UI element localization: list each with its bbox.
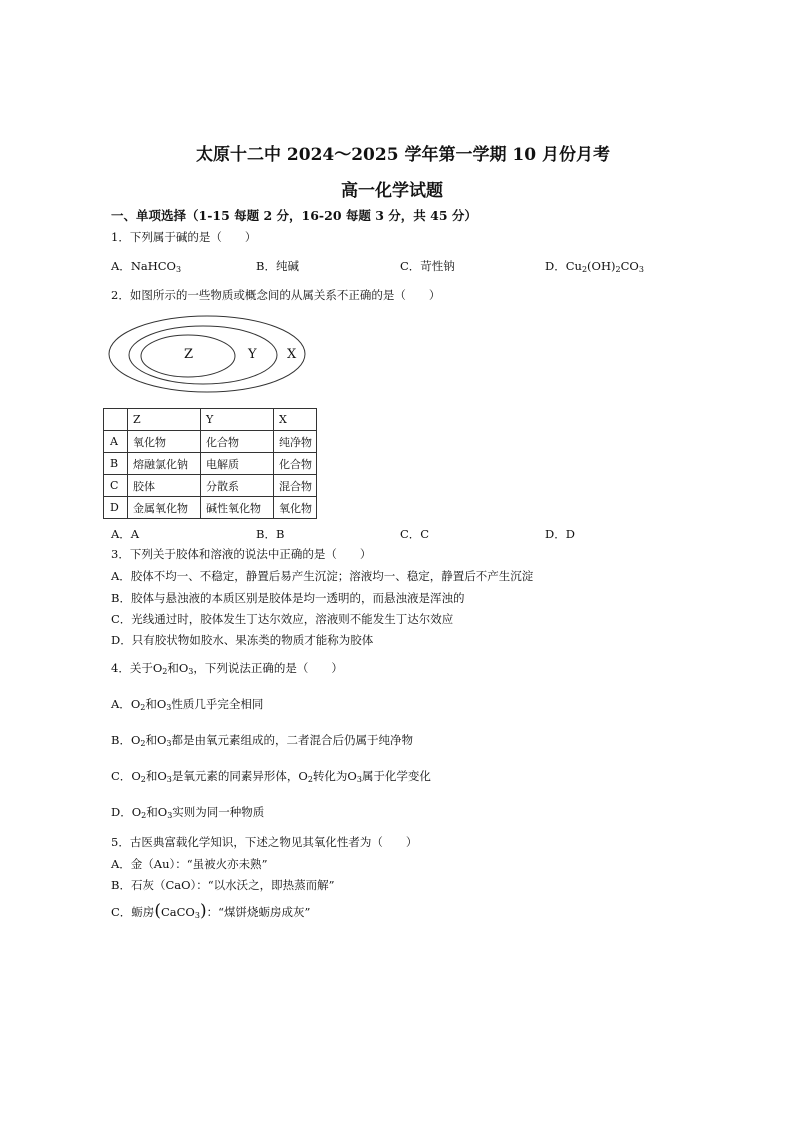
venn-label-y: Y (248, 347, 257, 362)
q4-d-prefix: D． (111, 805, 132, 819)
table-cell (104, 409, 128, 431)
table-cell: 纯净物 (274, 431, 317, 453)
table-cell: 化合物 (274, 453, 317, 475)
q4-sub3: 3 (167, 811, 173, 820)
q4-c-text3: 属于化学变化 (361, 769, 431, 783)
table-row (104, 475, 317, 497)
q4-o: O (156, 733, 167, 747)
q4-o: O (152, 661, 163, 675)
q5-stem: 5．古医典富载化学知识，下述之物见其氧化性者为（ ） (111, 835, 418, 849)
q2-option-c: C．C (400, 527, 430, 541)
q4-sub2: 2 (140, 739, 146, 748)
table-cell: 胶体 (128, 475, 201, 497)
q4-stem-part1: 4．关于 (111, 661, 153, 675)
q4-d-text: 实则为同一种物质 (172, 805, 265, 819)
q1-option-a-prefix: A． (111, 259, 131, 273)
q1-d-sub3: 3 (638, 265, 644, 274)
table-cell: Y (201, 409, 274, 431)
q2-option-b: B．B (256, 527, 285, 541)
q4-b-text: 都是由氧元素组成的，二者混合后仍属于纯净物 (171, 733, 414, 747)
q1-option-a-sub: 3 (176, 265, 182, 274)
q1-d-sub1: 2 (581, 265, 588, 274)
section-heading: 一、单项选择（1-15 每题 2 分，16-20 每题 3 分，共 45 分） (111, 208, 477, 223)
q4-o: O (130, 733, 141, 747)
q1-option-d-prefix: D． (545, 259, 566, 273)
q4-stem-part2: ，下列说法正确的是（ ） (193, 661, 343, 675)
q1-option-a-formula: NaHCO (130, 259, 176, 273)
table-cell: 氧化物 (274, 497, 317, 519)
q5-c-formula: CaCO (160, 905, 195, 919)
q2-option-d: D．D (545, 527, 575, 541)
venn-label-x: X (287, 347, 297, 362)
q4-o: O (130, 697, 141, 711)
table-cell: 化合物 (201, 431, 274, 453)
q1-stem: 1．下列属于碱的是（ ） (111, 230, 257, 244)
q4-o: O (131, 769, 141, 783)
table-row (104, 497, 317, 519)
q4-c-text1: 是氧元素的同素异形体， (171, 769, 299, 783)
q4-o: O (178, 661, 189, 675)
q4-sub2: 2 (141, 811, 147, 820)
q4-c-prefix: C． (111, 769, 132, 783)
q4-option-c (111, 768, 431, 784)
table-cell: 碱性氧化物 (201, 497, 274, 519)
q4-o: O (347, 769, 357, 783)
q4-sub3: 3 (188, 667, 194, 676)
q4-c-text2: 转化为 (312, 769, 348, 783)
table-cell: 熔融氯化钠 (128, 453, 201, 475)
venn-label-z: Z (184, 347, 194, 362)
q4-sub2: 2 (140, 775, 146, 784)
q2-options-table (103, 408, 317, 519)
q2-option-a: A．A (111, 527, 140, 541)
q1-d-part2: (OH) (587, 259, 616, 273)
table-cell: A (104, 431, 128, 453)
q5-option-c (111, 901, 311, 921)
q1-d-part1: Cu (565, 259, 582, 273)
q5-c-paren-right: ) (199, 901, 207, 921)
q1-d-sub2: 2 (615, 265, 621, 274)
table-row (104, 431, 317, 453)
q4-sub3: 3 (166, 739, 172, 748)
table-cell: 金属氧化物 (128, 497, 201, 519)
table-cell: 混合物 (274, 475, 317, 497)
q3-option-a: A．胶体不均一、不稳定，静置后易产生沉淀；溶液均一、稳定，静置后不产生沉淀 (111, 569, 534, 583)
q4-o: O (298, 769, 308, 783)
q5-c-text: ：“煤饼烧蛎房成灰” (206, 905, 311, 919)
q4-stem (111, 660, 343, 676)
q4-o: O (156, 697, 167, 711)
table-cell: 氧化物 (128, 431, 201, 453)
q5-option-a: A．金（Au）：“虽被火亦未熟” (111, 857, 268, 871)
q3-option-c: C．光线通过时，胶体发生丁达尔效应，溶液则不能发生丁达尔效应 (111, 612, 454, 626)
q5-option-b: B．石灰（CaO）：“以水沃之，即热蒸而解” (111, 878, 335, 892)
q4-sub2: 2 (140, 703, 146, 712)
exam-title: 太原十二中 2024～2025 学年第一学期 10 月份月考 (196, 145, 610, 165)
q4-and: 和 (145, 769, 158, 783)
table-cell: D (104, 497, 128, 519)
table-header-row (104, 409, 317, 431)
q1-option-c: C．苛性钠 (400, 259, 455, 273)
q1-option-b: B．纯碱 (256, 259, 299, 273)
q5-c-prefix: C．蛎房 (111, 905, 155, 919)
q4-sub2: 2 (307, 775, 313, 784)
ellipse-x (109, 316, 305, 392)
q1-d-part3: CO (620, 259, 639, 273)
q4-o: O (157, 769, 167, 783)
exam-subtitle: 高一化学试题 (341, 181, 443, 201)
table-row (104, 453, 317, 475)
q4-sub3: 3 (356, 775, 362, 784)
table-cell: Z (128, 409, 201, 431)
q3-option-d: D．只有胶状物如胶水、果冻类的物质才能称为胶体 (111, 633, 374, 647)
table-cell: B (104, 453, 128, 475)
q4-a-prefix: A． (111, 697, 131, 711)
table-cell: 分散系 (201, 475, 274, 497)
q4-sub3: 3 (166, 703, 172, 712)
q4-b-prefix: B． (111, 733, 131, 747)
table-cell: 电解质 (201, 453, 274, 475)
q3-option-b: B．胶体与悬浊液的本质区别是胶体是均一透明的，而悬浊液是浑浊的 (111, 591, 465, 605)
table-cell: X (274, 409, 317, 431)
q4-and: 和 (146, 805, 158, 819)
q4-option-a (111, 696, 263, 712)
q4-a-text: 性质几乎完全相同 (171, 697, 264, 711)
q4-sub2: 2 (162, 667, 168, 676)
q4-option-d (111, 804, 264, 820)
q4-option-b (111, 732, 413, 748)
q3-stem: 3．下列关于胶体和溶液的说法中正确的是（ ） (111, 547, 372, 561)
q4-and: 和 (167, 661, 179, 675)
q4-sub3: 3 (166, 775, 172, 784)
q2-stem: 2．如图所示的一些物质或概念间的从属关系不正确的是（ ） (111, 288, 441, 302)
q4-and: 和 (145, 697, 157, 711)
q4-o: O (131, 805, 142, 819)
table-cell: C (104, 475, 128, 497)
q4-o: O (157, 805, 168, 819)
q5-c-paren-left: ( (154, 901, 161, 921)
q4-and: 和 (145, 733, 157, 747)
q5-c-sub: 3 (194, 911, 200, 920)
